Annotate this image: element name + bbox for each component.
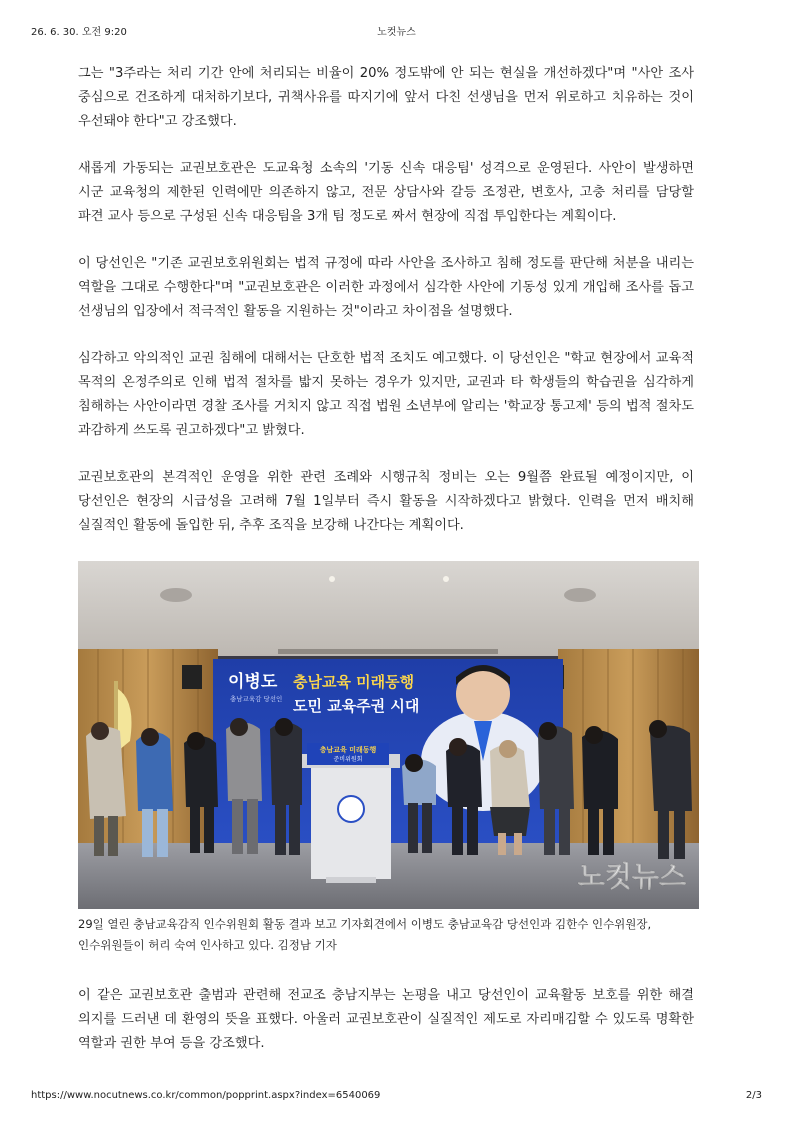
podium-sign-line1: 충남교육 미래동행 <box>319 746 377 754</box>
backdrop-name: 이병도 <box>228 672 278 692</box>
article-photo <box>78 561 699 909</box>
backdrop-name-sub: 충남교육감 당선인 <box>230 695 283 703</box>
article-paragraph: 교권보호관의 본격적인 운영을 위한 관련 조례와 시행규칙 정비는 오는 9월쯤 완료될 예정이지만, 이 당선인은 현장의 시급성을 고려해 7월 1일부터 즉시 활동을 시작하겠다고 밝혔다. 인력을 먼저 배치해 실질적인 활동에 돌입한 뒤, 추후 조직을 보강해 나간다는 계획이다. <box>78 470 694 533</box>
backdrop-slogan-line1: 충남교육 미래동행 <box>293 673 415 691</box>
photo-caption: 29일 열린 충남교육감직 인수위원회 활동 결과 보고 기자회견에서 이병도 충남교육감 당선인과 김한수 인수위원장, 인수위원들이 허리 숙여 인사하고 있다. 김정남 기자 <box>78 917 652 952</box>
article-paragraph: 심각하고 악의적인 교권 침해에 대해서는 단호한 법적 조치도 예고했다. 이 당선인은 "학교 현장에서 교육적 목적의 온정주의로 인해 법적 절차를 밟지 못하는 경우가 있지만, 교권과 타 학생들의 학습권을 심각하게 침해하는 사안이라면 경찰 조사를 거치지 않고 직접 법원 소년부에 알리는 '학교장 통고제' 등의 법적 절차도 과감하게 쓰도록 권고하겠다"고 밝혔다. <box>78 351 694 438</box>
photo-watermark: 노컷뉴스 <box>577 860 686 893</box>
backdrop-slogan-line2: 도민 교육주권 시대 <box>293 697 420 715</box>
article-paragraph: 이 같은 교권보호관 출범과 관련해 전교조 충남지부는 논평을 내고 당선인이 교육활동 보호를 위한 해결 의지를 드러낸 데 환영의 뜻을 표했다. 아울러 교권보호관이 실질적인 제도로 자리매김할 수 있도록 명확한 역할과 권한 부여 등을 강조했다. <box>78 988 694 1051</box>
podium-sign-line2: 준비위원회 <box>333 756 363 763</box>
print-footer <box>31 1090 762 1101</box>
print-header <box>31 23 762 38</box>
press-conference-photo <box>78 561 699 909</box>
page-number: 2/3 <box>745 1090 762 1101</box>
page-url[interactable]: https://www.nocutnews.co.kr/common/popprint.aspx?index=6540069 <box>31 1090 381 1101</box>
print-timestamp: 26. 6. 30. 오전 9:20 <box>31 27 127 38</box>
article-body <box>78 62 694 1079</box>
article-paragraph: 그는 "3주라는 처리 기간 안에 처리되는 비율이 20% 정도밖에 안 되는 현실을 개선하겠다"며 "사안 조사 중심으로 건조하게 대처하기보다, 귀책사유를 따지기에 앞서 다친 선생님을 먼저 위로하고 치유하는 것이 우선돼야 한다"고 강조했다. <box>78 66 694 129</box>
article-paragraph: 이 당선인은 "기존 교권보호위원회는 법적 규정에 따라 사안을 조사하고 침해 정도를 판단해 처분을 내리는 역할을 그대로 수행한다"며 "교권보호관은 이러한 과정에서 심각한 사안에 기동성 있게 개입해 조사를 돕고 선생님의 입장에서 적극적인 활동을 지원하는 것"이라고 차이점을 설명했다. <box>78 256 694 319</box>
print-site-title: 노컷뉴스 <box>377 27 416 38</box>
article-paragraph: 새롭게 가동되는 교권보호관은 도교육청 소속의 '기동 신속 대응팀' 성격으로 운영된다. 사안이 발생하면 시군 교육청의 제한된 인력에만 의존하지 않고, 전문 상담사와 갈등 조정관, 변호사, 고충 처리를 담당할 파견 교사 등으로 구성된 신속 대응팀을 3개 팀 정도로 짜서 현장에 직접 투입한다는 계획이다. <box>78 161 694 224</box>
